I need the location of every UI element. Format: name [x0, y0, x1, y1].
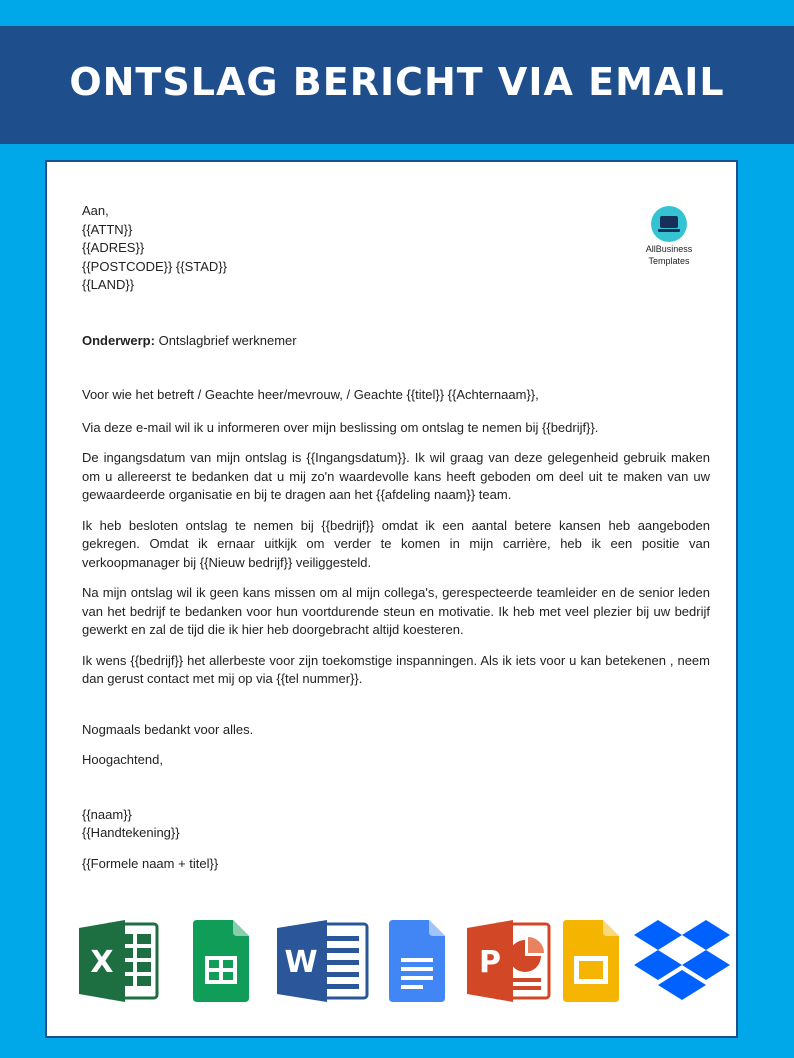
closing-thanks: Nogmaals bedankt voor alles.	[82, 721, 254, 737]
address-line: Aan,	[82, 203, 109, 218]
address-block	[82, 202, 710, 295]
signature-handtekening: {{Handtekening}}	[82, 825, 180, 840]
address-line: {{LAND}}	[82, 277, 135, 292]
letter-body	[82, 202, 710, 873]
paragraph-4: Na mijn ontslag wil ik geen kans missen om al mijn collega's, gerespecteerde teamleider en de senior leden van het bedrijf te bedanken voor hun voortdurende steun en motivatie. Ik heb met veel plezier bij uw bedrijf gewerkt en zal de tijd die ik hier heb doorgebracht altijd koesteren.	[82, 585, 710, 637]
paragraph-5: Ik wens {{bedrijf}} het allerbeste voor zijn toekomstige inspanningen. Als ik iets voor u kan betekenen , neem dan gerust contact met mij op via {{tel nummer}}.	[82, 652, 710, 686]
page-title: ONTSLAG BERICHT VIA EMAIL	[69, 60, 725, 104]
address-line: {{ATTN}}	[82, 221, 133, 237]
logo-text-line1: AllBusiness	[645, 244, 693, 254]
google-slides-icon	[561, 918, 621, 1004]
salutation: Voor wie het betreft / Geachte heer/mevrouw, / Geachte {{titel}} {{Achternaam}},	[82, 387, 539, 402]
powerpoint-letter: P	[479, 945, 501, 980]
google-sheets-icon	[191, 918, 251, 1004]
word-letter: W	[284, 945, 318, 980]
powerpoint-icon	[465, 918, 551, 1004]
excel-letter: X	[90, 945, 114, 980]
address-line: {{ADRES}}	[82, 240, 145, 255]
google-docs-icon	[387, 918, 447, 1004]
paragraph-2: De ingangsdatum van mijn ontslag is {{Ingangsdatum}}. Ik wil graag van deze gelegenheid gebruik maken om u allereerst te bedanken dat u mij zo'n waardevolle kans heeft geboden om deel uit te maken van uw gewaardeerde organisatie en bij te dragen aan het {{afdeling naam}} team.	[82, 450, 710, 502]
logo-text-line2: Templates	[648, 256, 690, 266]
paragraph-3: Ik heb besloten ontslag te nemen bij {{bedrijf}} omdat ik een aantal betere kansen heb aangeboden gekregen. Omdat ik ernaar uitkijk om verder te komen in mijn carrière, heb ik een positie van verkoopmanager bij {{Nieuw bedrijf}} veiliggesteld.	[82, 517, 710, 570]
word-icon	[275, 918, 371, 1004]
address-line: {{POSTCODE}} {{STAD}}	[82, 258, 228, 274]
subject-text: Ontslagbrief werknemer	[154, 332, 297, 348]
closing-regards: Hoogachtend,	[82, 752, 163, 767]
subject-line	[82, 332, 710, 351]
signature-name: {{naam}}	[82, 806, 132, 822]
title-banner	[0, 26, 794, 144]
paragraph-1: Via deze e-mail wil ik u informeren over mijn beslissing om ontslag te nemen bij {{bedrijf}}.	[82, 419, 599, 435]
app-icons-row	[77, 918, 737, 1008]
signature-formal-name: {{Formele naam + titel}}	[82, 855, 219, 871]
dropbox-icon	[633, 918, 731, 1008]
excel-icon	[77, 918, 159, 1004]
letter-page	[45, 160, 738, 1038]
subject-label: Onderwerp:	[82, 332, 155, 348]
